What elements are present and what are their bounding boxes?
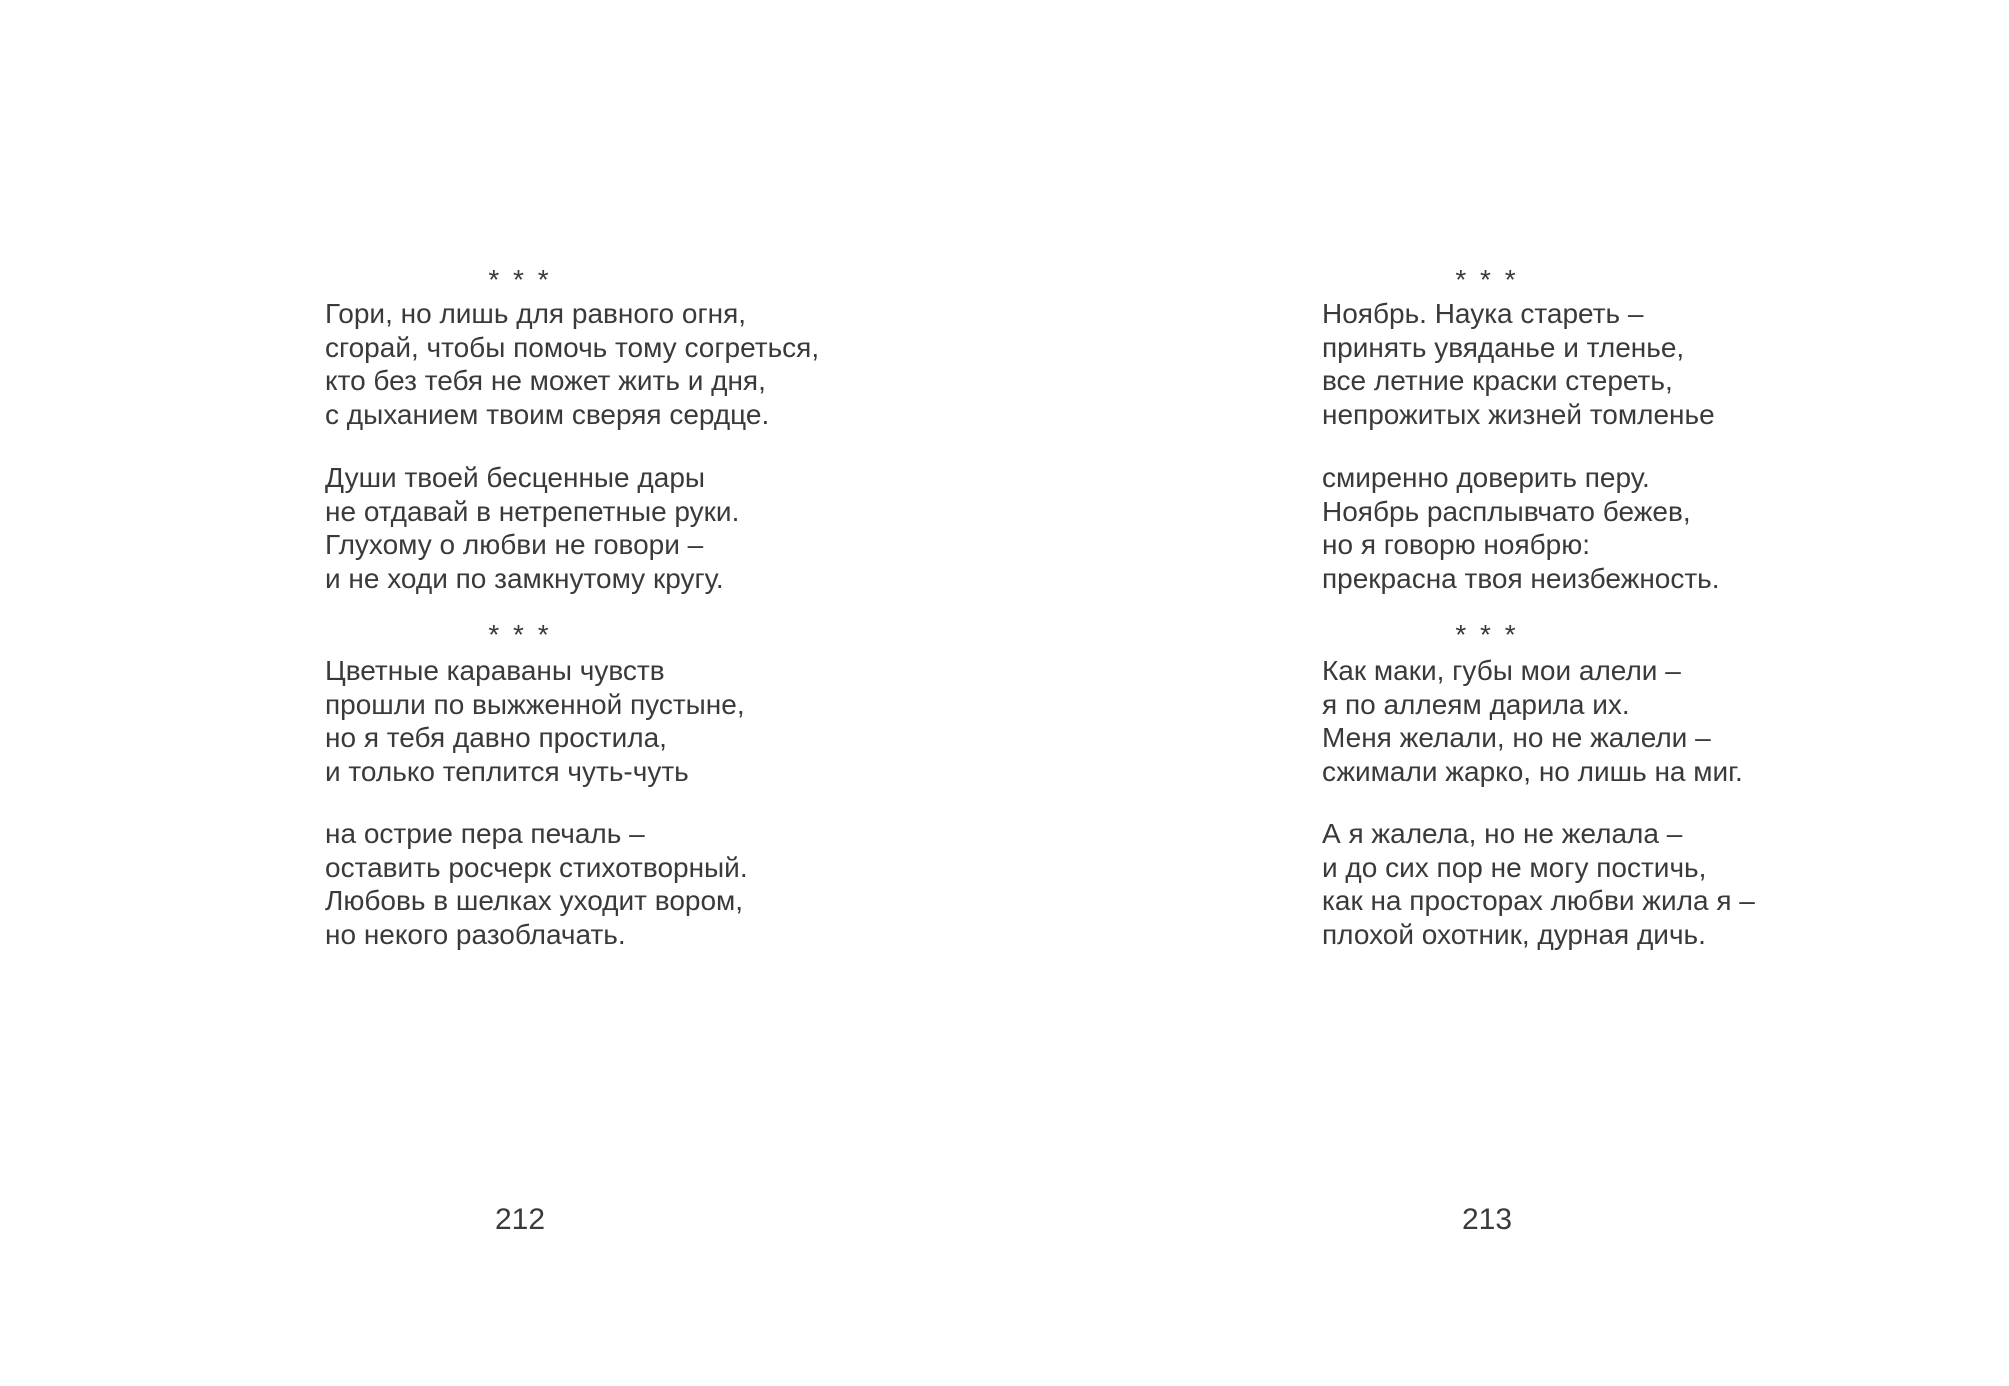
- poem-line: не отдавай в нетрепетные руки.: [325, 495, 740, 527]
- poem-line: но некого разоблачать.: [325, 918, 626, 950]
- poem-line: плохой охотник, дурная дичь.: [1322, 918, 1706, 950]
- poem-line: Ноябрь. Наука стареть –: [1322, 298, 1644, 329]
- left-page-text-block: [325, 263, 820, 951]
- poem: [325, 263, 820, 595]
- poem-line: А я жалела, но не желала –: [1322, 818, 1683, 849]
- poem-line: но я говорю ноябрю:: [1322, 529, 1590, 560]
- poem-line: сгорай, чтобы помочь тому согреться,: [325, 331, 820, 363]
- stanza: [325, 461, 740, 595]
- stanza: [1322, 297, 1715, 431]
- right-page-text-block: [1322, 263, 1755, 951]
- stanza: [325, 297, 820, 431]
- poem-separator: * * *: [488, 264, 552, 295]
- poem: [325, 618, 748, 951]
- page-number: 213: [1461, 1203, 1513, 1236]
- poem-line: но я тебя давно простила,: [325, 722, 667, 753]
- poem: [1322, 618, 1755, 951]
- poem: [1322, 263, 1720, 595]
- poem-separator: * * *: [1455, 264, 1519, 295]
- poem-line: принять увяданье и тленье,: [1322, 331, 1685, 363]
- poem-line: как на просторах любви жила я –: [1322, 885, 1755, 916]
- poem-line: Любовь в шелках уходит вором,: [325, 885, 744, 916]
- stanza: [325, 654, 745, 788]
- poem-line: Меня желали, но не жалели –: [1322, 722, 1711, 753]
- poem-line: Ноябрь расплывчато бежев,: [1322, 495, 1691, 527]
- poem-line: оставить росчерк стихотворный.: [325, 851, 748, 883]
- poem-line: кто без тебя не может жить и дня,: [325, 365, 766, 396]
- poem-line: смиренно доверить перу.: [1322, 462, 1650, 493]
- poem-line: я по аллеям дарила их.: [1322, 688, 1630, 720]
- poem-separator: * * *: [1455, 619, 1519, 650]
- stanza: [1322, 817, 1755, 951]
- poem-line: непрожитых жизней томленье: [1322, 398, 1715, 430]
- poem-line: на острие пера печаль –: [325, 818, 645, 849]
- poem-line: прошли по выжженной пустыне,: [325, 688, 745, 720]
- stanza: [1322, 654, 1743, 788]
- poem-line: Как маки, губы мои алели –: [1322, 655, 1681, 686]
- poem-line: сжимали жарко, но лишь на миг.: [1322, 755, 1743, 787]
- poem-line: Души твоей бесценные дары: [325, 462, 706, 493]
- poem-line: Гори, но лишь для равного огня,: [325, 298, 747, 329]
- poem-line: прекрасна твоя неизбежность.: [1322, 562, 1720, 594]
- poem-line: Глухому о любви не говори –: [325, 529, 704, 560]
- poem-line: и до сих пор не могу постичь,: [1322, 851, 1707, 883]
- poem-separator: * * *: [488, 619, 552, 650]
- stanza: [1322, 461, 1720, 595]
- page-number: 212: [494, 1203, 546, 1236]
- poem-line: с дыханием твоим сверяя сердце.: [325, 398, 770, 430]
- poem-line: Цветные караваны чувств: [325, 655, 665, 686]
- poem-line: и только теплится чуть-чуть: [325, 755, 689, 787]
- poem-line: все летние краски стереть,: [1322, 365, 1673, 396]
- stanza: [325, 817, 748, 951]
- poem-line: и не ходи по замкнутому кругу.: [325, 562, 724, 594]
